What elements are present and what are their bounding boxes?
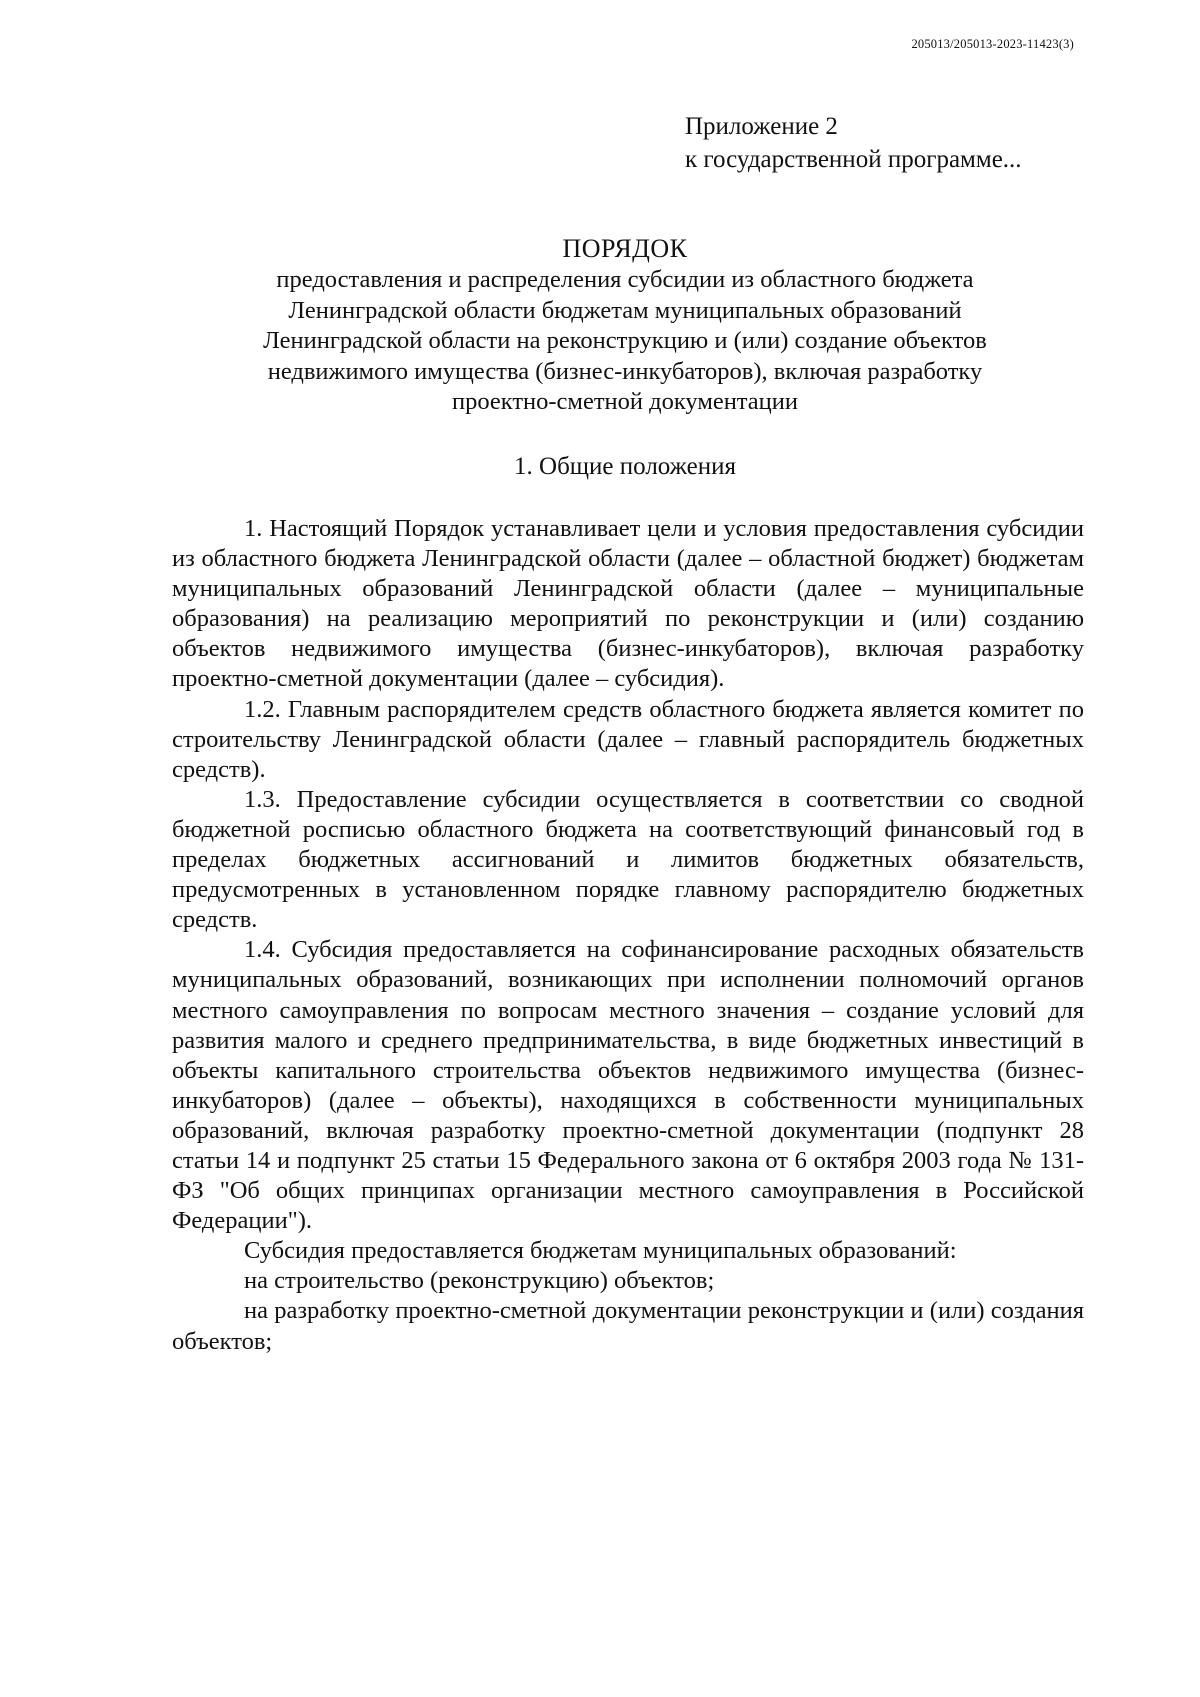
appendix-line-1: Приложение 2 [685, 113, 838, 140]
subtitle-line: проектно-сметной документации [451, 388, 799, 415]
subtitle-line: предоставления и распределения субсидии из областного бюджета [276, 266, 974, 293]
paragraph-subsidy-item-1: на строительство (реконструкцию) объектов; [244, 1267, 715, 1295]
subtitle-line: Ленинградской области на реконструкцию и (или) создание объектов [263, 327, 987, 354]
paragraph-1-2: 1.2. Главным распорядителем средств областного бюджета является комитет по строительству Ленинградской области (далее – главный распорядитель бюджетных средств). [172, 695, 1084, 783]
document-title: ПОРЯДОК [562, 234, 688, 263]
subtitle-line: Ленинградской области бюджетам муниципальных образований [288, 296, 962, 324]
paragraph-subsidy-item-2: на разработку проектно-сметной документации реконструкции и (или) создания объектов; [172, 1297, 1084, 1355]
section-heading: 1. Общие положения [514, 453, 736, 480]
paragraph-1-4: 1.4. Субсидия предоставляется на софинансирование расходных обязательств муниципальных образований, возникающих при исполнении полномочий органов местного самоуправления по вопросам местного значения – создание условий для развития малого и среднего предпринимательства, в виде бюджетных инвестиций в объекты капитального строительства объектов недвижимого имущества (бизнес-инкубаторов) (далее – объекты), находящихся в собственности муниципальных образований, включая разработку проектно-сметной документации (подпункт 28 статьи 14 и подпункт 25 статьи 15 Федерального закона от 6 октября 2003 года № 131-ФЗ "Об общих принципах организации местного самоуправления в Российской Федерации"). [172, 936, 1084, 1235]
subtitle-line: недвижимого имущества (бизнес-инкубаторов), включая разработку [267, 357, 983, 385]
appendix-reference [685, 110, 1022, 176]
paragraph-1-1: 1. Настоящий Порядок устанавливает цели и условия предоставления субсидии из областного бюджета Ленинградской области (далее – областной бюджет) бюджетам муниципальных образований Ленинградской области (далее – муниципальные образования) на реализацию мероприятий по реконструкции и (или) созданию объектов недвижимого имущества (бизнес-инкубаторов), включая разработку проектно-сметной документации (далее – субсидия). [172, 515, 1084, 693]
document-body [172, 514, 1084, 1357]
appendix-line-2: к государственной программе... [685, 146, 1022, 173]
paragraph-1-3: 1.3. Предоставление субсидии осуществляется в соответствии со сводной бюджетной росписью областного бюджета на соответствующий финансовый год в пределах бюджетных ассигнований и лимитов бюджетных обязательств, предусмотренных в установленном порядке главному распорядителю бюджетных средств. [172, 785, 1084, 934]
paragraph-subsidy-intro: Субсидия предоставляется бюджетам муниципальных образований: [244, 1237, 957, 1265]
document-id: 205013/205013-2023-11423(3) [911, 37, 1074, 51]
document-title-block [170, 233, 1080, 418]
document-subtitle [170, 265, 1080, 418]
